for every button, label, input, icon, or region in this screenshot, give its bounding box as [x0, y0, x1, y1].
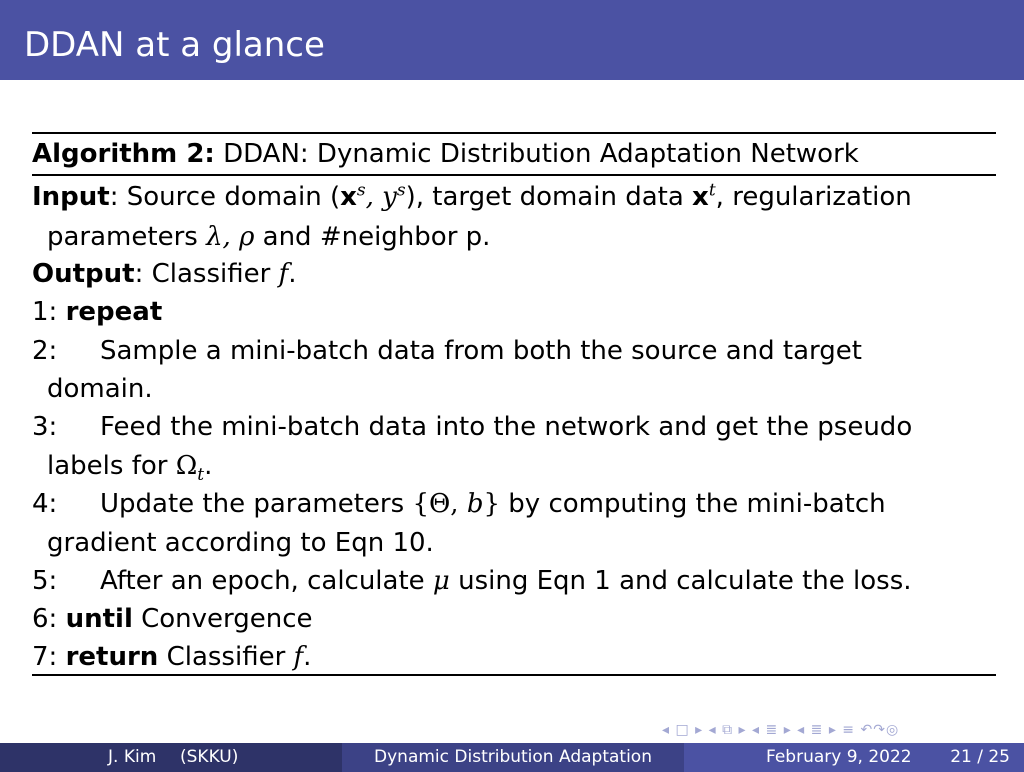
- step-2: 2: Sample a mini-batch data from both the source and target: [32, 336, 862, 366]
- step-4: 4: Update the parameters {Θ, b} by computing the mini-batch: [32, 489, 886, 519]
- bottom-rule: [32, 674, 996, 676]
- header-rule: [32, 174, 996, 176]
- step-3: 3: Feed the mini-batch data into the network and get the pseudo: [32, 412, 913, 442]
- step-7: 7: return Classifier f.: [32, 642, 312, 672]
- footer-title: Dynamic Distribution Adaptation: [342, 743, 684, 772]
- beamer-nav-icons[interactable]: ◂ □ ▸ ◂ ⧉ ▸ ◂ ≣ ▸ ◂ ≣ ▸ ≡ ↶↷◎: [662, 722, 900, 738]
- input-line: Input: Source domain ($x^s$, $y^s$), target domain data $x^t$, regularization: [32, 180, 912, 212]
- footer-author-segment: [0, 743, 342, 772]
- step-2-cont: domain.: [47, 374, 153, 404]
- footer-date-segment: [684, 743, 1024, 772]
- step-4-cont: gradient according to Eqn 10.: [47, 528, 434, 558]
- title-bar: [0, 0, 1024, 80]
- footer-date: February 9, 2022: [766, 747, 912, 767]
- footer-page-number: 21 / 25: [950, 747, 1010, 767]
- footer-author: J. Kim: [108, 747, 157, 767]
- algorithm-header: Algorithm 2: DDAN: Dynamic Distribution Adaptation Network: [32, 139, 859, 169]
- slide-title: DDAN at a glance: [24, 25, 325, 65]
- input-cont: parameters λ, ρ and #neighbor p.: [47, 222, 491, 252]
- step-6: 6: until Convergence: [32, 604, 313, 634]
- top-rule: [32, 132, 996, 134]
- output-line: Output: Classifier f.: [32, 259, 297, 289]
- step-3-cont: labels for $\Omega_t$.: [47, 451, 213, 486]
- step-5: 5: After an epoch, calculate μ using Eqn 1 and calculate the loss.: [32, 566, 912, 596]
- step-1: 1: repeat: [32, 297, 163, 327]
- footer: [0, 743, 1024, 772]
- footer-affiliation: (SKKU): [180, 747, 239, 767]
